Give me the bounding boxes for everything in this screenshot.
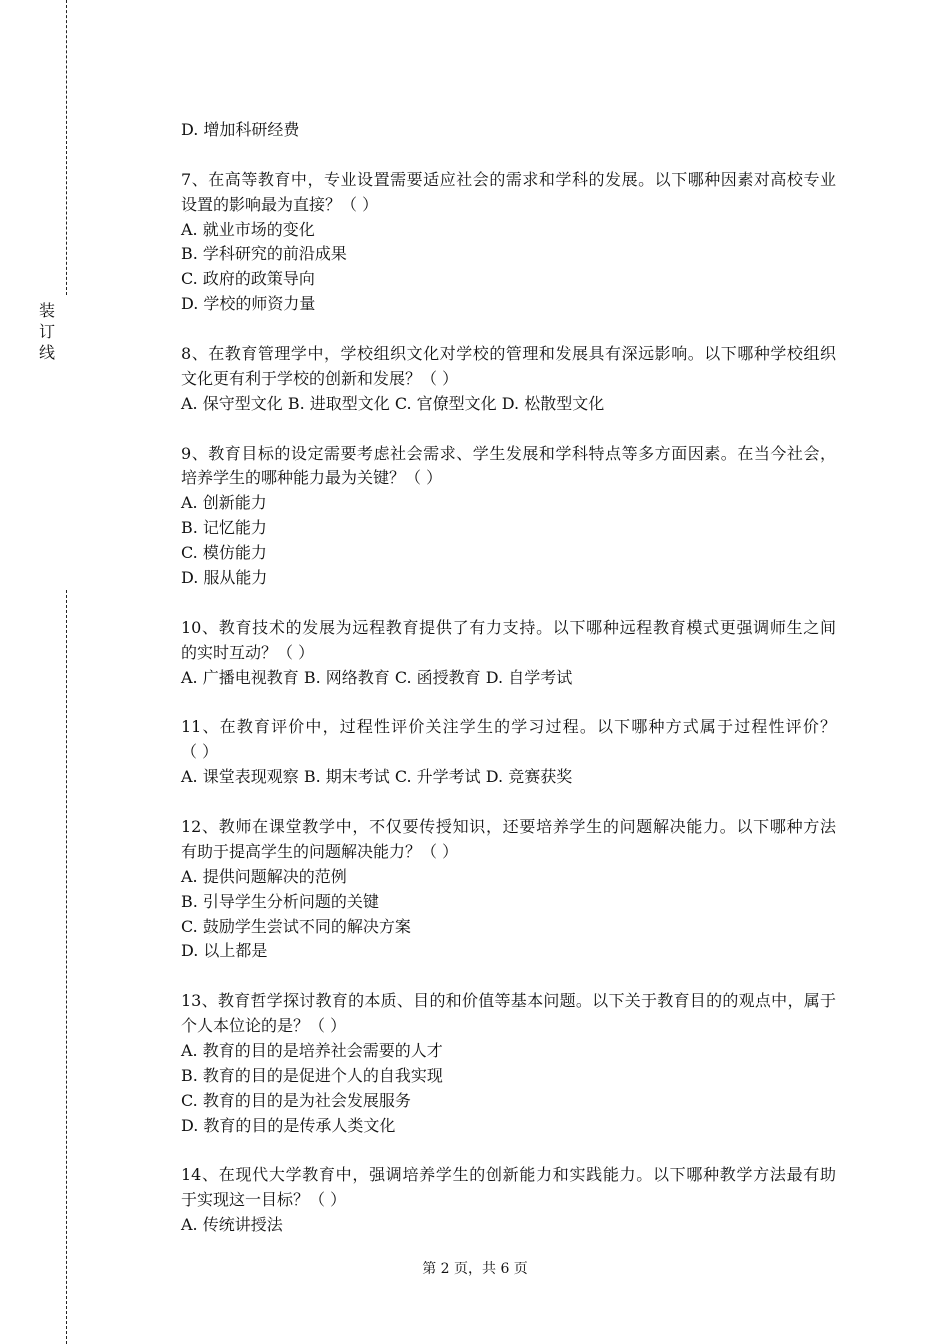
blank-line [181, 591, 836, 616]
answer-option: C. 政府的政策导向 [181, 269, 315, 289]
question-block [181, 815, 836, 964]
blank-line [181, 790, 836, 815]
question-stem-line: 9、教育目标的设定需要考虑社会需求、学生发展和学科特点等多方面因素。在当今社会， [181, 443, 836, 463]
binding-line-label [38, 300, 56, 363]
question-block [181, 989, 836, 1138]
answer-option: A. 就业市场的变化 [181, 219, 315, 239]
blank-line [181, 317, 836, 342]
answer-option: A. 课堂表现观察 B. 期末考试 C. 升学考试 D. 竞赛获奖 [181, 767, 573, 787]
question-stem-line: 12、教师在课堂教学中，不仅要传授知识，还要培养学生的问题解决能力。以下哪种方法 [181, 816, 836, 836]
answer-option: D. 教育的目的是传承人类文化 [181, 1115, 396, 1135]
answer-option: A. 教育的目的是培养社会需要的人才 [181, 1040, 443, 1060]
question-stem-line: 13、教育哲学探讨教育的本质、目的和价值等基本问题。以下关于教育目的的观点中，属于 [181, 991, 836, 1011]
answer-option: A. 保守型文化 B. 进取型文化 C. 官僚型文化 D. 松散型文化 [181, 393, 605, 413]
answer-option: C. 模仿能力 [181, 543, 267, 563]
question-block [181, 342, 836, 417]
blank-line [181, 964, 836, 989]
question-stem-line: 的实时互动？（ ） [181, 642, 315, 662]
answer-option: B. 记忆能力 [181, 518, 267, 538]
question-stem-line: 于实现这一目标？（ ） [181, 1190, 347, 1210]
answer-option: A. 创新能力 [181, 493, 267, 513]
answer-option: D. 服从能力 [181, 568, 268, 588]
question-stem-line: 培养学生的哪种能力最为关键？（ ） [181, 468, 443, 488]
question-stem-line: 个人本位论的是？（ ） [181, 1016, 347, 1036]
question-stem-line: 7、在高等教育中，专业设置需要适应社会的需求和学科的发展。以下哪种因素对高校专业 [181, 169, 836, 189]
answer-option: C. 鼓励学生尝试不同的解决方案 [181, 916, 411, 936]
page-footer: 第 2 页，共 6 页 [422, 1261, 528, 1277]
question-block [181, 715, 836, 790]
answer-option: D. 学校的师资力量 [181, 294, 316, 314]
blank-line [181, 690, 836, 715]
answer-option: B. 引导学生分析问题的关键 [181, 891, 379, 911]
question-stem-line: 14、在现代大学教育中，强调培养学生的创新能力和实践能力。以下哪种教学方法最有助 [181, 1165, 836, 1185]
question-stem-line: 文化更有利于学校的创新和发展？（ ） [181, 368, 459, 388]
answer-option: A. 传统讲授法 [181, 1215, 283, 1235]
question-content [181, 118, 836, 1238]
binding-dashed-line-bottom [66, 590, 67, 1344]
question-stem-line: 11、在教育评价中，过程性评价关注学生的学习过程。以下哪种方式属于过程性评价？ [181, 717, 836, 737]
answer-option: A. 提供问题解决的范例 [181, 866, 347, 886]
answer-option: C. 教育的目的是为社会发展服务 [181, 1090, 411, 1110]
question-stem-line: （ ） [181, 742, 219, 762]
question-stem-line: 有助于提高学生的问题解决能力？（ ） [181, 841, 459, 861]
question-block [181, 168, 836, 317]
binding-char: 装 [38, 301, 55, 320]
question-stem-line: 设置的影响最为直接？（ ） [181, 194, 379, 214]
question-fragment [181, 118, 836, 143]
answer-option: B. 学科研究的前沿成果 [181, 244, 347, 264]
question-stem-line: 8、在教育管理学中，学校组织文化对学校的管理和发展具有深远影响。以下哪种学校组织 [181, 344, 836, 364]
question-block [181, 1163, 836, 1238]
answer-option: D. 以上都是 [181, 941, 268, 961]
question-block [181, 616, 836, 691]
question-block [181, 442, 836, 591]
answer-option: B. 教育的目的是促进个人的自我实现 [181, 1065, 443, 1085]
binding-dashed-line-top [66, 0, 67, 295]
blank-line [181, 1139, 836, 1164]
question-stem-line: 10、教育技术的发展为远程教育提供了有力支持。以下哪种远程教育模式更强调师生之间 [181, 617, 836, 637]
binding-char: 线 [38, 343, 55, 362]
blank-line [181, 143, 836, 168]
answer-option: A. 广播电视教育 B. 网络教育 C. 函授教育 D. 自学考试 [181, 667, 573, 687]
blank-line [181, 417, 836, 442]
answer-option: D. 增加科研经费 [181, 120, 300, 139]
binding-char: 订 [38, 322, 55, 341]
